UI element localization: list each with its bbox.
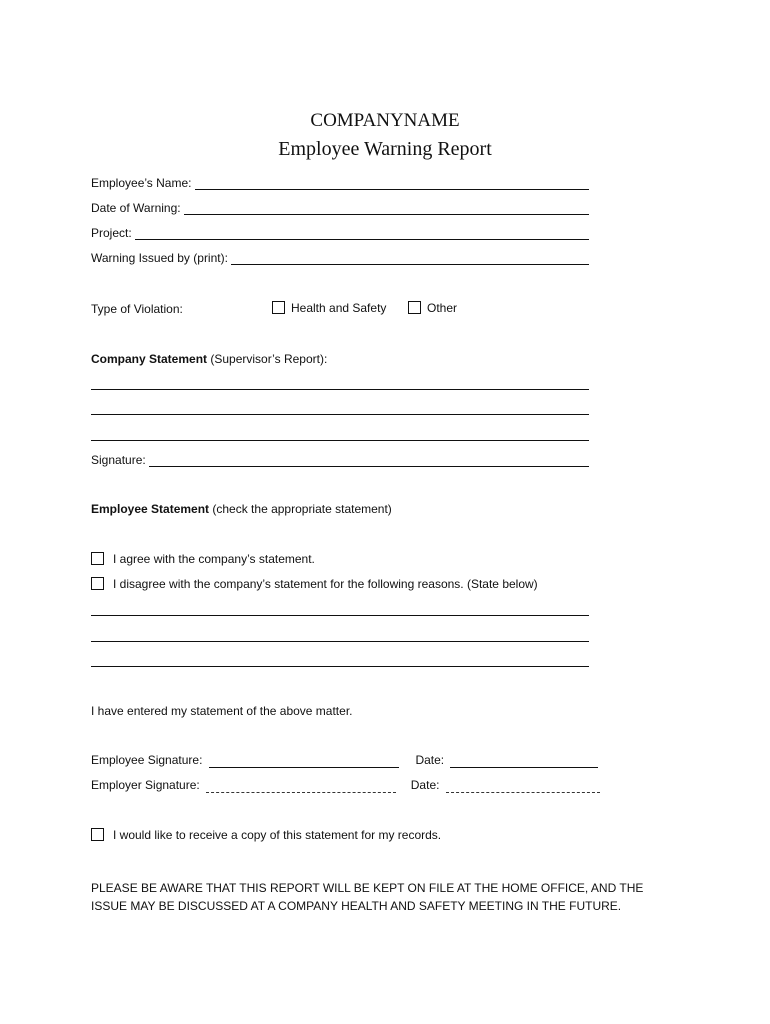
signature-label: Signature: — [91, 453, 146, 467]
employee-name-field[interactable] — [91, 175, 589, 191]
issued-by-line[interactable] — [231, 250, 589, 265]
copy-request-checkbox[interactable] — [91, 828, 104, 841]
employee-signature-row — [91, 752, 598, 768]
other-checkbox[interactable] — [408, 301, 421, 314]
company-statement-heading — [91, 351, 327, 367]
employee-statement-line-2[interactable] — [91, 641, 589, 642]
confirmation-text: I have entered my statement of the above matter. — [91, 704, 353, 718]
health-safety-label: Health and Safety — [291, 301, 387, 315]
company-name: COMPANYNAME — [310, 110, 460, 131]
company-statement-note: (Supervisor’s Report): — [207, 352, 328, 366]
disagree-label: I disagree with the company’s statement for the following reasons. (State below) — [113, 577, 538, 591]
notice-text: PLEASE BE AWARE THAT THIS REPORT WILL BE KEPT ON FILE AT THE HOME OFFICE, AND THE ISSUE MAY BE DISCUSSED AT A COMPANY HEALTH AND SAFETY MEETING IN THE FUTURE. — [91, 881, 644, 913]
violation-type-label: Type of Violation: — [91, 302, 183, 316]
disagree-checkbox[interactable] — [91, 577, 104, 590]
company-statement-line-3[interactable] — [91, 440, 589, 441]
agree-label: I agree with the company’s statement. — [113, 552, 315, 566]
date-of-warning-label: Date of Warning: — [91, 201, 181, 215]
date-of-warning-field[interactable] — [91, 200, 589, 216]
employee-statement-line-3[interactable] — [91, 666, 589, 667]
other-label: Other — [427, 301, 458, 315]
employee-statement-heading — [91, 501, 392, 517]
employee-date-label: Date: — [415, 753, 445, 767]
issued-by-label: Warning Issued by (print): — [91, 251, 228, 265]
signature-line[interactable] — [149, 452, 589, 467]
date-of-warning-line[interactable] — [184, 200, 589, 215]
employee-signature-label: Employee Signature: — [91, 753, 203, 767]
employer-signature-line[interactable] — [206, 779, 396, 793]
supervisor-signature-field[interactable] — [91, 452, 589, 468]
employee-name-label: Employee’s Name: — [91, 176, 192, 190]
project-field[interactable] — [91, 225, 589, 241]
employer-signature-label: Employer Signature: — [91, 778, 200, 792]
employee-statement-title: Employee Statement — [91, 502, 210, 516]
issued-by-field[interactable] — [91, 250, 589, 266]
employer-signature-row — [91, 777, 600, 793]
employee-statement-note: (check the appropriate statement) — [209, 502, 392, 516]
employee-signature-line[interactable] — [209, 754, 399, 768]
company-statement-title: Company Statement — [91, 352, 208, 366]
project-label: Project: — [91, 226, 132, 240]
project-line[interactable] — [135, 225, 589, 240]
agree-checkbox[interactable] — [91, 552, 104, 565]
health-safety-checkbox[interactable] — [272, 301, 285, 314]
employee-statement-line-1[interactable] — [91, 615, 589, 616]
employee-name-line[interactable] — [195, 175, 590, 190]
copy-request-label: I would like to receive a copy of this statement for my records. — [113, 828, 442, 842]
company-statement-line-2[interactable] — [91, 414, 589, 415]
employee-date-line[interactable] — [450, 754, 598, 768]
document-title: Employee Warning Report — [278, 138, 492, 160]
company-statement-line-1[interactable] — [91, 389, 589, 390]
employer-date-line[interactable] — [446, 779, 600, 793]
employer-date-label: Date: — [410, 778, 440, 792]
